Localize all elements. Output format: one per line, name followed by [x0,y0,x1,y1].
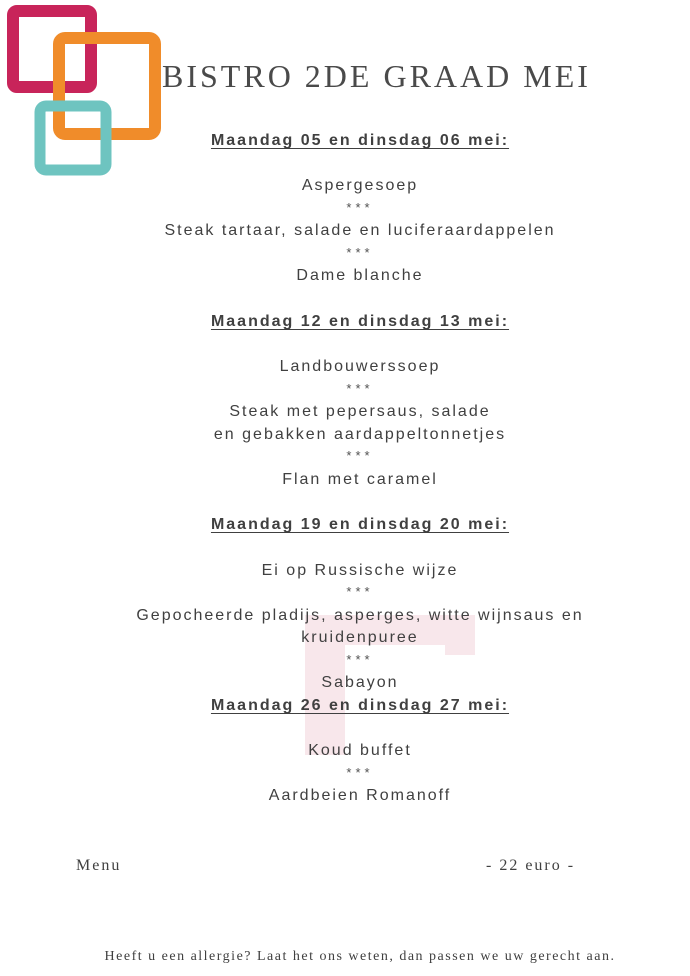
menu-line: Landbouwerssoep [279,358,441,375]
allergy-note: Heeft u een allergie? Laat het ons weten, dan passen we uw gerecht aan. [104,949,616,964]
menu-line: Flan met caramel [282,471,438,488]
separator: *** [346,448,374,463]
menu-line: Steak met pepersaus, salade [229,403,491,420]
week-heading: Maandag 05 en dinsdag 06 mei: [210,132,510,149]
menu-line: Ei op Russische wijze [261,562,459,579]
separator: *** [346,245,374,260]
separator: *** [346,652,374,667]
separator: *** [346,381,374,396]
price-label: - 22 euro - [486,857,576,874]
menu-line: Steak tartaar, salade en luciferaardappelen [164,222,556,239]
separator: *** [346,584,374,599]
menu-line: Gepocheerde pladijs, asperges, witte wijnsaus en [136,607,584,624]
menu-line: Sabayon [321,674,399,691]
menu-line: Koud buffet [308,742,412,759]
separator: *** [346,765,374,780]
week-heading: Maandag 19 en dinsdag 20 mei: [210,516,510,533]
menu-line: Dame blanche [296,267,424,284]
menu-line: kruidenpuree [301,629,419,646]
menu-line: Aardbeien Romanoff [268,787,452,804]
week-heading: Maandag 12 en dinsdag 13 mei: [210,313,510,330]
menu-label: Menu [76,857,122,874]
logo-icon [0,0,170,180]
menu-line: en gebakken aardappeltonnetjes [213,426,507,443]
menu-line: Aspergesoep [301,177,419,194]
week-heading: Maandag 26 en dinsdag 27 mei: [210,697,510,714]
separator: *** [346,200,374,215]
page-title: BISTRO 2DE GRAAD MEI [162,58,591,94]
